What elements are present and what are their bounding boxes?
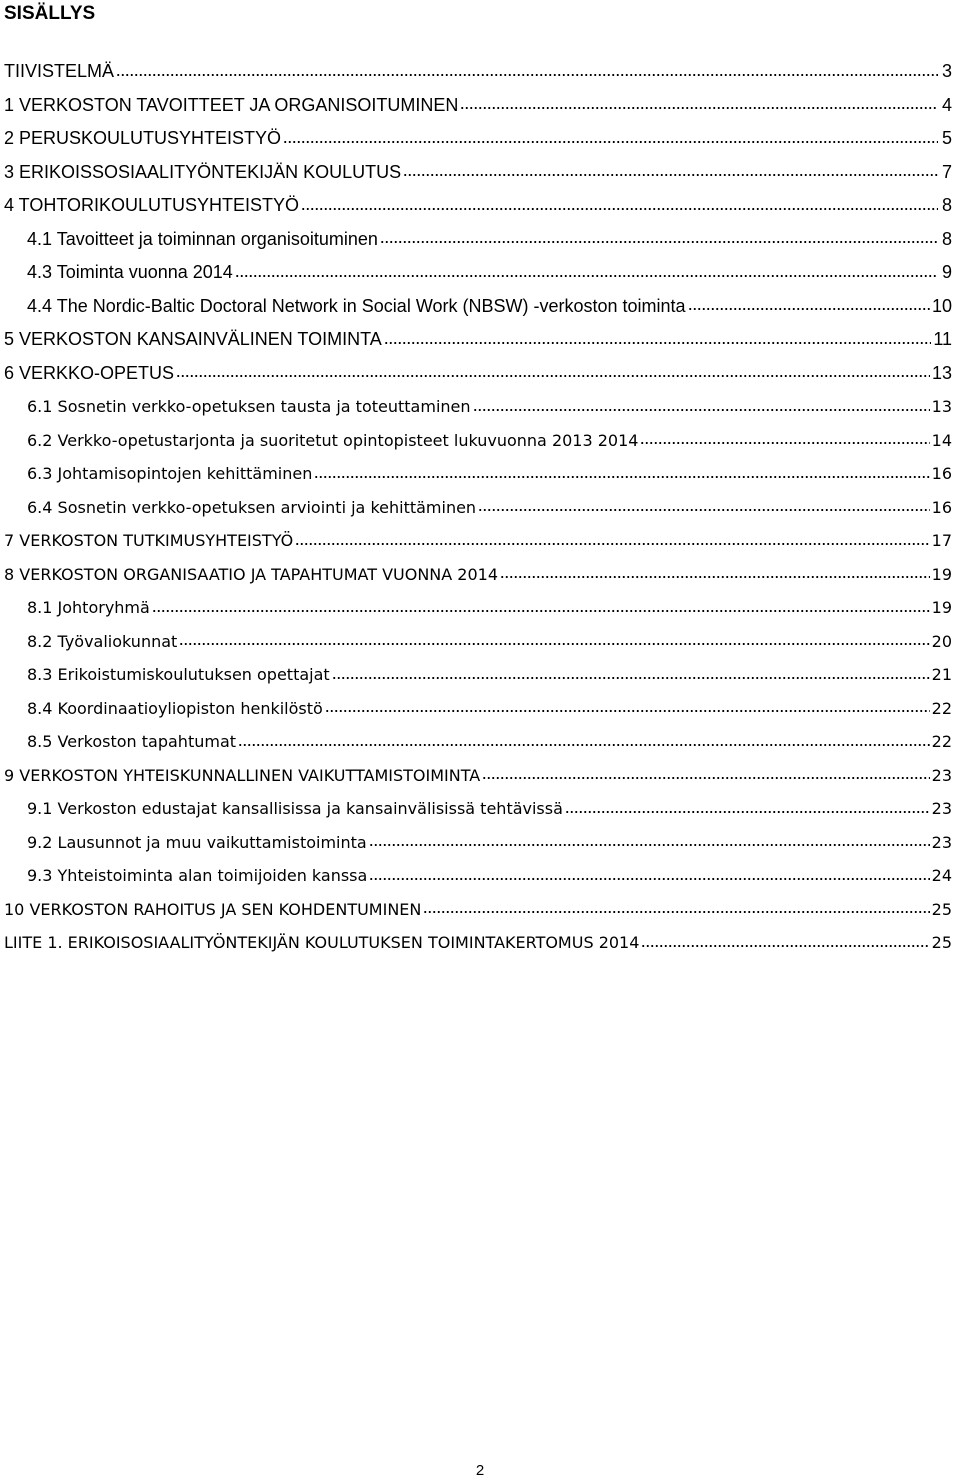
dot-leader: [301, 200, 938, 218]
toc-entry-label: 4.3 Toiminta vuonna 2014: [27, 262, 233, 282]
toc-entry[interactable]: [27, 625, 952, 658]
dot-leader: [460, 99, 938, 117]
toc-entry-page: 10: [931, 295, 952, 316]
dot-leader: [473, 402, 930, 418]
dot-leader: [116, 66, 938, 84]
toc-entry-page: 25: [931, 899, 952, 919]
toc-entry-label: 10 VERKOSTON RAHOITUS JA SEN KOHDENTUMINEN: [4, 899, 422, 919]
dot-leader: [325, 703, 930, 719]
toc-entry[interactable]: [4, 357, 952, 390]
toc-entry-page: 19: [931, 598, 952, 617]
toc-entry-label: 8 VERKOSTON ORGANISAATIO JA TAPAHTUMAT VUONNA 2014: [4, 564, 499, 584]
toc-entry-page: 5: [941, 128, 952, 148]
toc-entry-page: 7: [941, 161, 952, 182]
toc-entry-page: 16: [931, 497, 952, 517]
toc-entry-label: 4 TOHTORIKOULUTUSYHTEISTYÖ: [4, 195, 300, 215]
toc-entry-page: 4: [941, 94, 952, 115]
toc-entry[interactable]: [27, 692, 952, 725]
toc-entry-page: 3: [941, 61, 952, 81]
toc-entry[interactable]: [4, 122, 952, 155]
toc-entry[interactable]: [4, 55, 952, 88]
toc-entry-page: 9: [941, 262, 952, 282]
toc-entry-page: 23: [931, 832, 952, 852]
toc-entry-label: 9 VERKOSTON YHTEISKUNNALLINEN VAIKUTTAMISTOIMINTA: [4, 765, 481, 785]
toc-entry-page: 13: [931, 397, 952, 416]
toc-entry-label: 8.2 Työvaliokunnat: [27, 631, 178, 651]
toc-entry[interactable]: [27, 424, 952, 457]
toc-entry-page: 16: [931, 464, 952, 483]
toc-entry-label: 2 PERUSKOULUTUSYHTEISTYÖ: [4, 128, 282, 148]
toc-entry[interactable]: [27, 859, 952, 892]
toc-entry[interactable]: [27, 792, 952, 825]
dot-leader: [482, 770, 929, 786]
dot-leader: [332, 670, 930, 686]
toc-entry-page: 11: [933, 329, 952, 349]
toc-entry-label: 1 VERKOSTON TAVOITTEET JA ORGANISOITUMINEN: [4, 94, 459, 115]
dot-leader: [423, 904, 929, 920]
toc-entry-page: 21: [931, 665, 952, 684]
toc-entry-label: 9.1 Verkoston edustajat kansallisissa ja kansainvälisissä tehtävissä: [27, 799, 563, 818]
toc-entry[interactable]: [27, 390, 952, 423]
toc-entry-label: 5 VERKOSTON KANSAINVÄLINEN TOIMINTA: [4, 329, 382, 349]
dot-leader: [384, 334, 932, 352]
dot-leader: [369, 837, 930, 853]
dot-leader: [688, 300, 930, 318]
toc-entry-page: 22: [931, 732, 952, 751]
toc-entry[interactable]: [4, 893, 952, 926]
dot-leader: [176, 367, 930, 385]
toc-entry-label: 6.2 Verkko-opetustarjonta ja suoritetut opintopisteet lukuvuonna 2013 2014: [27, 430, 639, 450]
toc-entry-label: 7 VERKOSTON TUTKIMUSYHTEISTYÖ: [4, 531, 294, 550]
toc-entry-label: TIIVISTELMÄ: [4, 61, 115, 81]
toc-entry[interactable]: [4, 189, 952, 222]
toc-entry-label: 8.3 Erikoistumiskoulutuksen opettajat: [27, 665, 330, 684]
toc-entry-label: 8.4 Koordinaatioyliopiston henkilöstö: [27, 698, 323, 718]
toc-entry-label: 6.4 Sosnetin verkko-opetuksen arviointi ja kehittäminen: [27, 497, 477, 517]
toc-entry[interactable]: [27, 290, 952, 323]
toc-entry-page: 24: [931, 866, 952, 885]
toc-entry[interactable]: [27, 826, 952, 859]
toc-entry[interactable]: [4, 524, 952, 557]
dot-leader: [640, 435, 929, 451]
toc-entry[interactable]: [4, 323, 952, 356]
toc-entry[interactable]: [4, 558, 952, 591]
toc-entry-page: 13: [931, 362, 952, 383]
toc-entry-page: 19: [931, 564, 952, 584]
toc-entry-label: 6.3 Johtamisopintojen kehittäminen: [27, 464, 313, 483]
toc-entry[interactable]: [4, 156, 952, 189]
dot-leader: [152, 603, 930, 619]
dot-leader: [478, 502, 930, 518]
toc-entry[interactable]: [4, 89, 952, 122]
toc-entry-page: 25: [931, 933, 952, 952]
toc-entry-page: 8: [941, 195, 952, 215]
toc-entry[interactable]: [4, 759, 952, 792]
toc-entry-page: 22: [931, 698, 952, 718]
toc-entry[interactable]: [27, 457, 952, 490]
toc-entry-label: 4.1 Tavoitteet ja toiminnan organisoituminen: [27, 228, 378, 249]
dot-leader: [179, 636, 929, 652]
dot-leader: [500, 569, 930, 585]
dot-leader: [238, 737, 930, 753]
dot-leader: [565, 804, 930, 820]
page-title: SISÄLLYS: [4, 3, 96, 24]
dot-leader: [641, 938, 929, 954]
toc-entry[interactable]: [27, 658, 952, 691]
toc-entry[interactable]: [27, 491, 952, 524]
toc-entry-label: 8.5 Verkoston tapahtumat: [27, 732, 237, 751]
dot-leader: [295, 536, 929, 552]
toc-entry[interactable]: [27, 256, 952, 289]
toc-entry-page: 23: [931, 799, 952, 818]
toc-entry-label: 6 VERKKO-OPETUS: [4, 362, 175, 383]
dot-leader: [283, 133, 938, 151]
toc-entry[interactable]: [27, 223, 952, 256]
dot-leader: [380, 233, 938, 251]
toc-entry-label: 3 ERIKOISSOSIAALITYÖNTEKIJÄN KOULUTUS: [4, 161, 402, 182]
toc-entry-page: 17: [931, 531, 952, 550]
toc-entry-page: 20: [931, 631, 952, 651]
toc-entry[interactable]: [27, 591, 952, 624]
toc-entry[interactable]: [4, 926, 952, 959]
toc-entry-label: 4.4 The Nordic-Baltic Doctoral Network in Social Work (NBSW) -verkoston toiminta: [27, 295, 686, 316]
dot-leader: [314, 469, 929, 485]
dot-leader: [369, 871, 929, 887]
toc-entry-page: 14: [931, 430, 952, 450]
toc-entry-label: 9.2 Lausunnot ja muu vaikuttamistoiminta: [27, 832, 367, 852]
dot-leader: [235, 267, 938, 285]
toc-entry-label: 8.1 Johtoryhmä: [27, 598, 150, 617]
toc-entry-page: 8: [941, 228, 952, 249]
toc-entry-label: 6.1 Sosnetin verkko-opetuksen tausta ja toteuttaminen: [27, 397, 471, 416]
page-number: 2: [475, 1462, 485, 1479]
toc-entry-label: LIITE 1. ERIKOISOSIAALITYÖNTEKIJÄN KOULUTUKSEN TOIMINTAKERTOMUS 2014: [4, 933, 640, 952]
toc-entry-label: 9.3 Yhteistoiminta alan toimijoiden kanssa: [27, 866, 368, 885]
toc-entry[interactable]: [27, 725, 952, 758]
dot-leader: [403, 166, 938, 184]
toc-entry-page: 23: [931, 765, 952, 785]
